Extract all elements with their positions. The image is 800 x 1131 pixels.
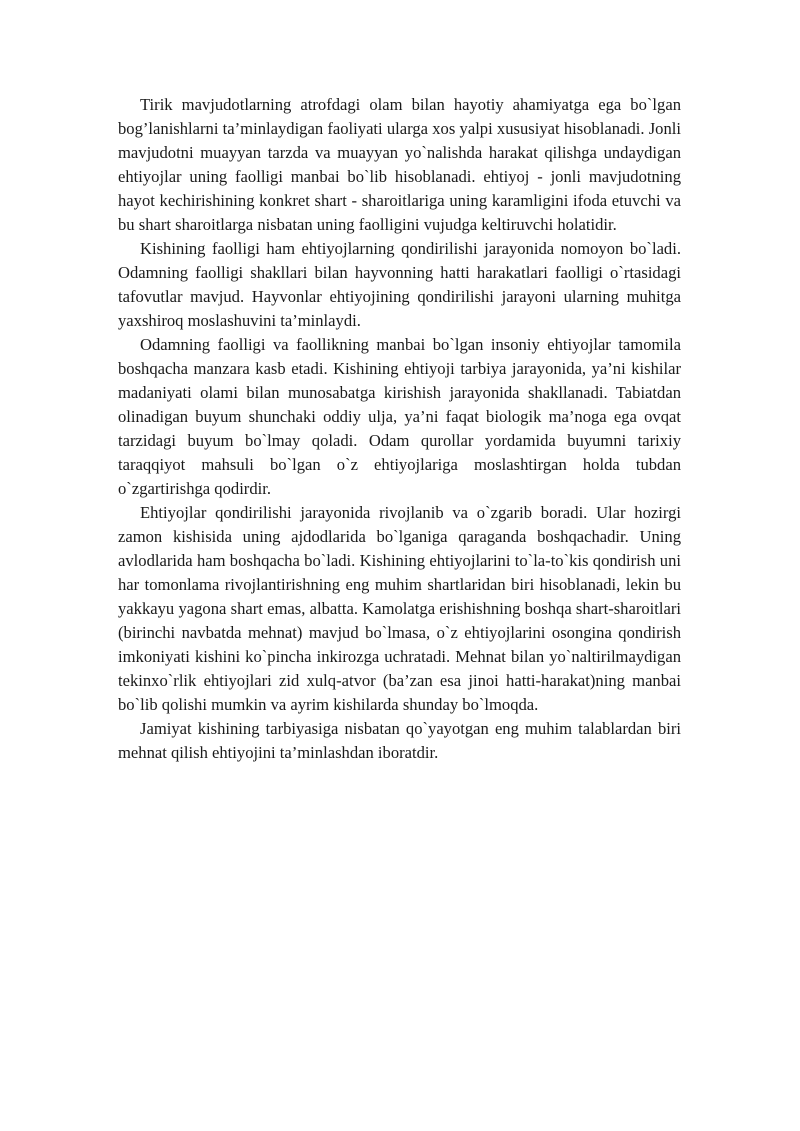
paragraph: Kishining faolligi ham ehtiyojlarning qondirilishi jarayonida nomoyon bo`ladi. Odamning faolligi shakllari bilan hayvonning hatti harakatlari faolligi o`rtasidagi tafovutlar mavjud. Hayvonlar ehtiyojining qondirilishi jarayoni ularning muhitga yaxshiroq moslashuvini ta’minlaydi. (118, 239, 681, 330)
paragraph: Odamning faolligi va faollikning manbai bo`lgan insoniy ehtiyojlar tamomila boshqacha manzara kasb etadi. Kishining ehtiyoji tarbiya jarayonida, ya’ni kishilar madaniyati olami bilan munosabatga kirishish jarayonida shakllanadi. Tabiatdan olinadigan buyum shunchaki oddiy ulja, ya’ni faqat biologik ma’noga ega ovqat tarzidagi buyum bo`lmay qoladi. Odam qurollar yordamida buyumni tarixiy taraqqiyot mahsuli bo`lgan o`z ehtiyojlariga moslashtirgan holda tubdan o`zgartirishga qodirdir. (118, 335, 681, 498)
document-body (118, 93, 681, 765)
paragraph: Jamiyat kishining tarbiyasiga nisbatan qo`yayotgan eng muhim talablardan biri mehnat qilish ehtiyojini ta’minlashdan iboratdir. (118, 719, 681, 762)
paragraph: Tirik mavjudotlarning atrofdagi olam bilan hayotiy ahamiyatga ega bo`lgan bog’lanishlarni ta’minlaydigan faoliyati ularga xos yalpi xususiyat hisoblanadi. Jonli mavjudotni muayyan tarzda va muayyan yo`nalishda harakat qilishga undaydigan ehtiyojlar uning faolligi manbai bo`lib hisoblanadi. ehtiyoj - jonli mavjudotning hayot kechirishining konkret shart - sharoitlariga uning karamligini ifoda etuvchi va bu shart sharoitlarga nisbatan uning faolligini vujudga keltiruvchi holatidir. (118, 95, 681, 234)
paragraph: Ehtiyojlar qondirilishi jarayonida rivojlanib va o`zgarib boradi. Ular hozirgi zamon kishisida uning ajdodlarida bo`lganiga qaraganda boshqachadir. Uning avlodlarida ham boshqacha bo`ladi. Kishining ehtiyojlarini to`la-to`kis qondirish uni har tomonlama rivojlantirishning eng muhim shartlaridan biri hisoblanadi, lekin bu yakkayu yagona shart emas, albatta. Kamolatga erishishning boshqa shart-sharoitlari (birinchi navbatda mehnat) mavjud bo`lmasa, o`z ehtiyojlarini osongina qondirish imkoniyati kishini ko`pincha inkirozga uchratadi. Mehnat bilan yo`naltirilmaydigan tekinxo`rlik ehtiyojlari zid xulq-atvor (ba’zan esa jinoi hatti-harakat)ning manbai bo`lib qolishi mumkin va ayrim kishilarda shunday bo`lmoqda. (118, 503, 681, 714)
